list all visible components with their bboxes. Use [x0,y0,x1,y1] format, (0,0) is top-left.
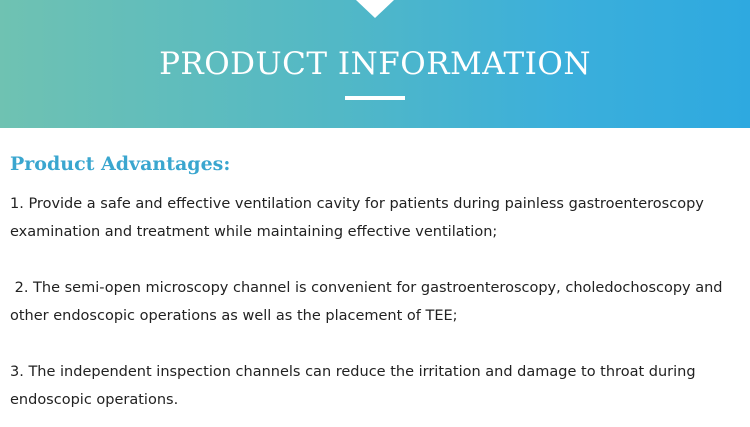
section-title: Product Advantages: [10,153,231,175]
banner-underline [345,96,405,100]
banner-notch [356,0,394,18]
advantage-item-3: 3. The independent inspection channels can reduce the irritation and damage to throat during endoscopic operations. [10,364,696,408]
banner-title: PRODUCT INFORMATION [159,46,591,82]
advantage-item-1: 1. Provide a safe and effective ventilation cavity for patients during painless gastroenteroscopy examination and treatment while maintaining effective ventilation; [10,196,704,240]
advantage-item-2: 2. The semi-open microscopy channel is convenient for gastroenteroscopy, choledochoscopy and other endoscopic operations as well as the placement of TEE; [10,280,728,324]
header-banner [0,0,750,128]
